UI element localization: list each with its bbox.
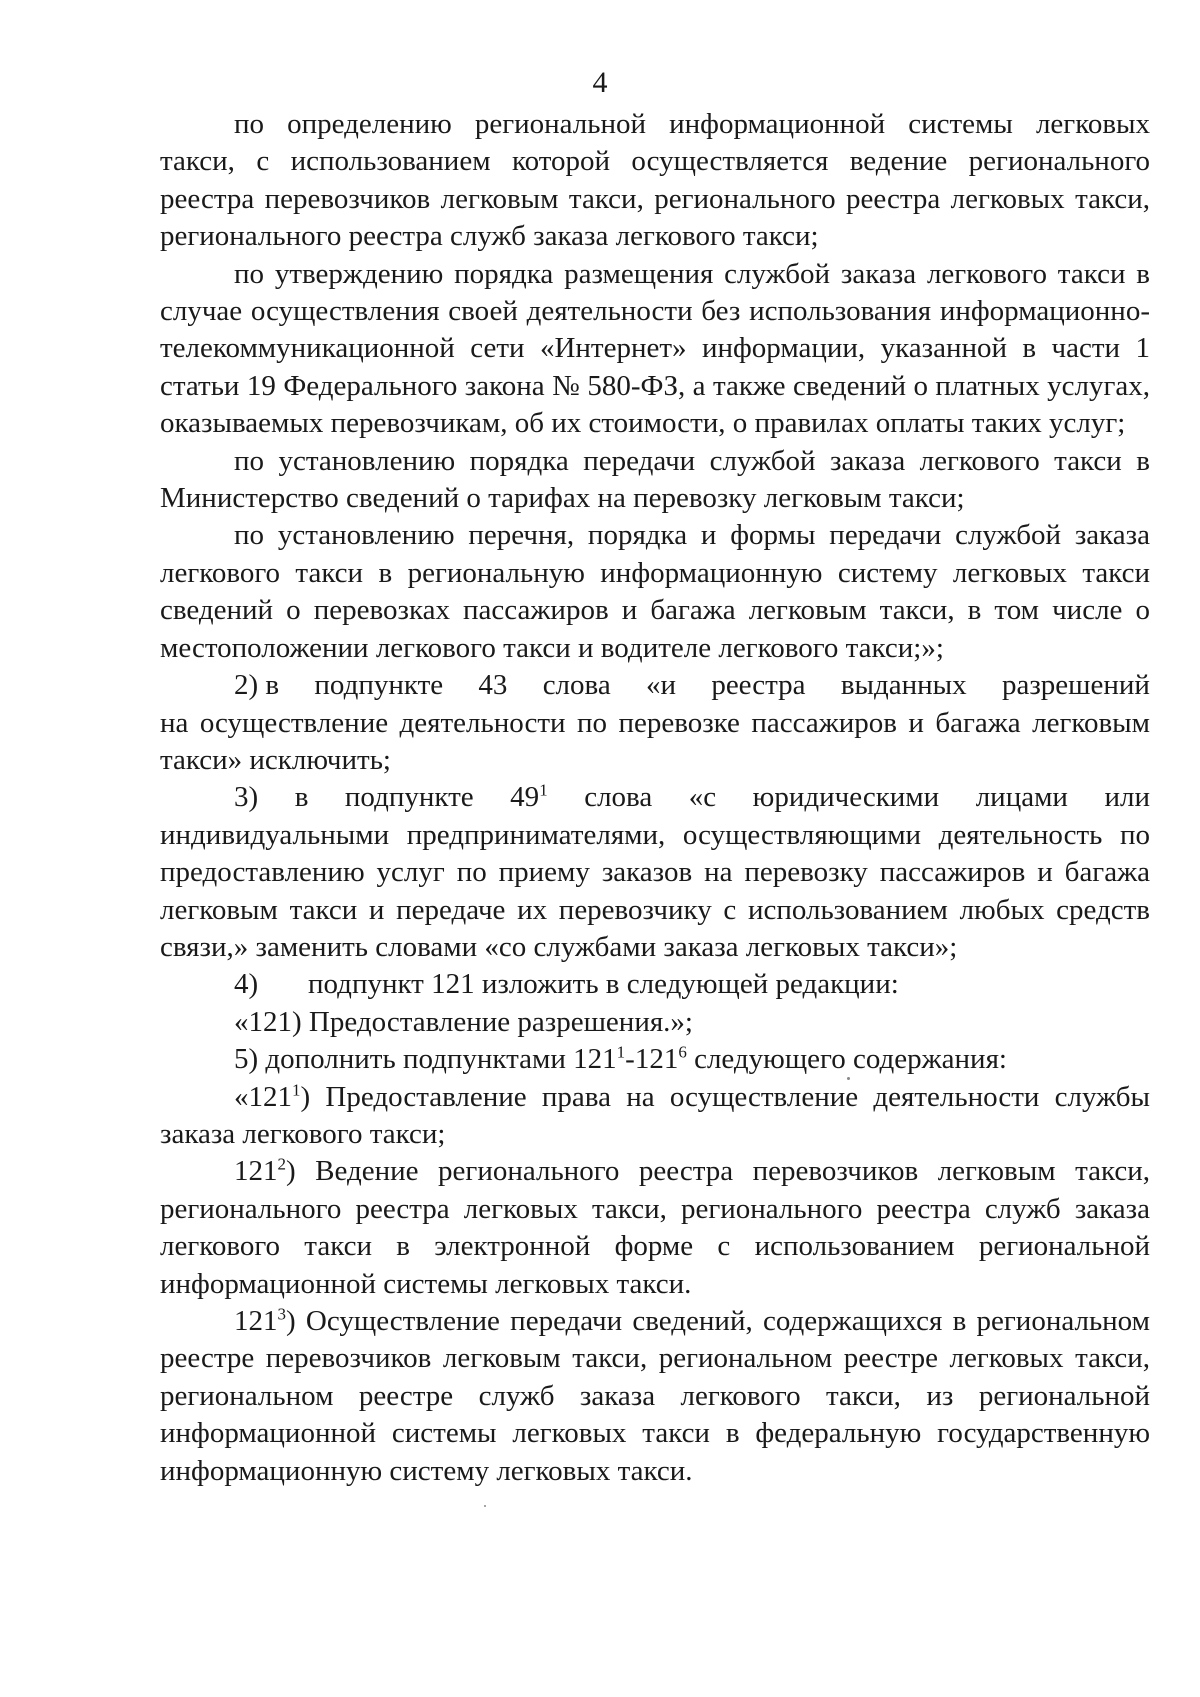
subitem-121-3-superscript: 3 bbox=[277, 1304, 286, 1324]
paragraph-regional-info-system: по определению региональной информационной системы легковых такси, с использованием которой осуществляется ведение регионального реестра перевозчиков легковым такси, регионального реестра легковых такси, регионального реестра служб заказа легкового такси; bbox=[160, 108, 1150, 253]
item-2-word: слова bbox=[542, 669, 611, 702]
subitem-121-3-prefix: 121 bbox=[234, 1305, 278, 1337]
item-2-word: подпункте bbox=[314, 669, 444, 702]
item-5-superscript-6: 6 bbox=[678, 1042, 687, 1062]
subitem-121-1-text: ) Предоставление права на осуществление деятельности службы заказа легкового такси; bbox=[160, 1080, 1150, 1150]
item-3-text: слова «с юридическими лицами или индивидуальными предпринимателями, осуществляющими деятельность по предоставлению услуг по приему заказов на перевозку пассажиров и багажа легковым такси и передаче их перевозчику с использованием любых средств связи,» заменить словами «со службами заказа легковых такси»; bbox=[160, 781, 1150, 963]
item-2-word: «и bbox=[646, 669, 677, 702]
item-2 bbox=[160, 667, 1150, 779]
page-number: 4 bbox=[592, 66, 608, 99]
item-5-start: 5) дополнить подпунктами 121 bbox=[234, 1043, 617, 1076]
subitem-121-2-superscript: 2 bbox=[277, 1154, 286, 1174]
item-4 bbox=[160, 966, 1150, 1003]
item-4-text: подпункт 121 изложить в следующей редакции: bbox=[308, 968, 899, 1001]
subitem-121-2-prefix: 121 bbox=[234, 1155, 278, 1188]
scan-speck bbox=[847, 1077, 850, 1080]
item-3-start: 3) в подпункте 49 bbox=[234, 781, 540, 814]
subitem-121-1-prefix: «121 bbox=[234, 1080, 292, 1113]
item-2-word: 43 bbox=[478, 669, 508, 702]
item-4-number: 4) bbox=[234, 968, 259, 1001]
item-5 bbox=[160, 1041, 1150, 1078]
quote-121: «121) Предоставление разрешения.»; bbox=[234, 1005, 693, 1038]
item-2-head bbox=[160, 667, 1150, 704]
subitem-121-3 bbox=[160, 1303, 1150, 1490]
paragraph-tariff-transfer: по установлению порядка передачи службой заказа легкового такси в Министерство сведений о тарифах на перевозку легковым такси; bbox=[160, 444, 1150, 515]
subitem-121-3-text: ) Осуществление передачи сведений, содержащихся в региональном реестре перевозчиков легковым такси, региональном реестре легковых такси, региональном реестре служб заказа легкового такси, из региональной информационной системы легковых такси в федеральную государственную информационную систему легковых такси. bbox=[160, 1305, 1150, 1487]
item-2-word: разрешений bbox=[1001, 669, 1150, 702]
item-3 bbox=[160, 779, 1150, 966]
subitem-121-1-superscript: 1 bbox=[292, 1079, 301, 1099]
item-5-range: -121 bbox=[625, 1043, 679, 1076]
document-body bbox=[160, 106, 1150, 1490]
item-5-superscript-1: 1 bbox=[616, 1042, 626, 1062]
paragraph-placement-procedure: по утверждению порядка размещения службой заказа легкового такси в случае осуществления своей деятельности без использования информационно-телекоммуникационной сети «Интернет» информации, указанной в части 1 статьи 19 Федерального закона № 580-ФЗ, а также сведений о платных услугах, оказываемых перевозчикам, об их стоимости, о правилах оплаты таких услуг; bbox=[160, 257, 1150, 440]
item-3-superscript: 1 bbox=[539, 780, 548, 800]
scan-speck bbox=[484, 1505, 486, 1507]
item-2-word: 2) в bbox=[234, 669, 280, 702]
item-2-continuation: на осуществление деятельности по перевозке пассажиров и багажа легковым такси» исключить; bbox=[160, 706, 1150, 776]
subitem-121-2-text: ) Ведение регионального реестра перевозчиков легковым такси, регионального реестра легковых такси, регионального реестра служб заказа легкового такси в электронной форме с использованием региональной информационной системы легковых такси. bbox=[160, 1155, 1150, 1300]
subitem-121-2 bbox=[160, 1153, 1150, 1303]
paragraph-transport-info-transfer: по установлению перечня, порядка и формы передачи службой заказа легкового такси в региональную информационную систему легковых такси сведений о перевозках пассажиров и багажа легковым такси, в том числе о местоположении легкового такси и водителе легкового такси;»; bbox=[160, 519, 1150, 664]
item-2-word: реестра bbox=[711, 669, 806, 702]
item-2-word: выданных bbox=[840, 669, 967, 702]
subitem-121-1 bbox=[160, 1079, 1150, 1154]
item-5-text: следующего содержания: bbox=[686, 1043, 1007, 1076]
